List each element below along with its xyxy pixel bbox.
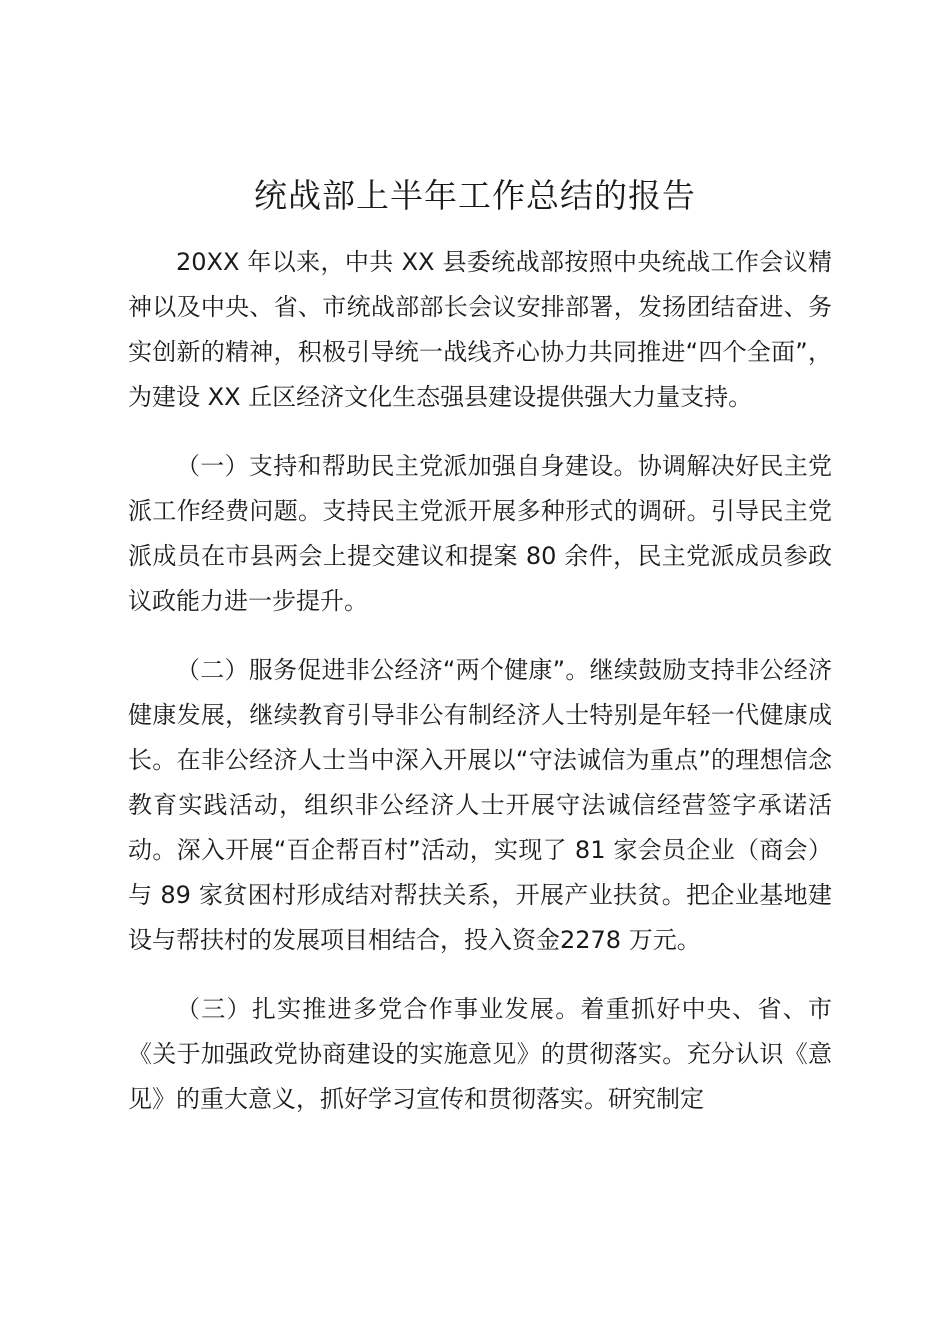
document-title: 统战部上半年工作总结的报告	[254, 176, 696, 215]
paragraph-section-3: （三）扎实推进多党合作事业发展。着重抓好中央、省、市《关于加强政党协商建设的实施意见》的贯彻落实。充分认识《意见》的重大意义，抓好学习宣传和贯彻落实。研究制定	[128, 995, 832, 1113]
paragraph-intro: 20XX 年以来，中共 XX 县委统战部按照中央统战工作会议精神以及中央、省、市统战部部长会议安排部署，发扬团结奋进、务实创新的精神，积极引导统一战线齐心协力共同推进“四个全面”，为建设 XX 丘区经济文化生态强县建设提供强大力量支持。	[128, 248, 832, 411]
paragraph-section-2: （二）服务促进非公经济“两个健康”。继续鼓励支持非公经济健康发展，继续教育引导非公有制经济人士特别是年轻一代健康成长。在非公经济人士当中深入开展以“守法诚信为重点”的理想信念教育实践活动，组织非公经济人士开展守法诚信经营签字承诺活动。深入开展“百企帮百村”活动，实现了 81 家会员企业（商会）与 89 家贫困村形成结对帮扶关系，开展产业扶贫。把企业基地建设与帮扶村的发展项目相结合，投入资金2278 万元。	[128, 656, 832, 954]
document-body	[128, 240, 832, 1146]
paragraph-section-1: （一）支持和帮助民主党派加强自身建设。协调解决好民主党派工作经费问题。支持民主党派开展多种形式的调研。引导民主党派成员在市县两会上提交建议和提案 80 余件，民主党派成员参政议政能力进一步提升。	[128, 452, 832, 615]
